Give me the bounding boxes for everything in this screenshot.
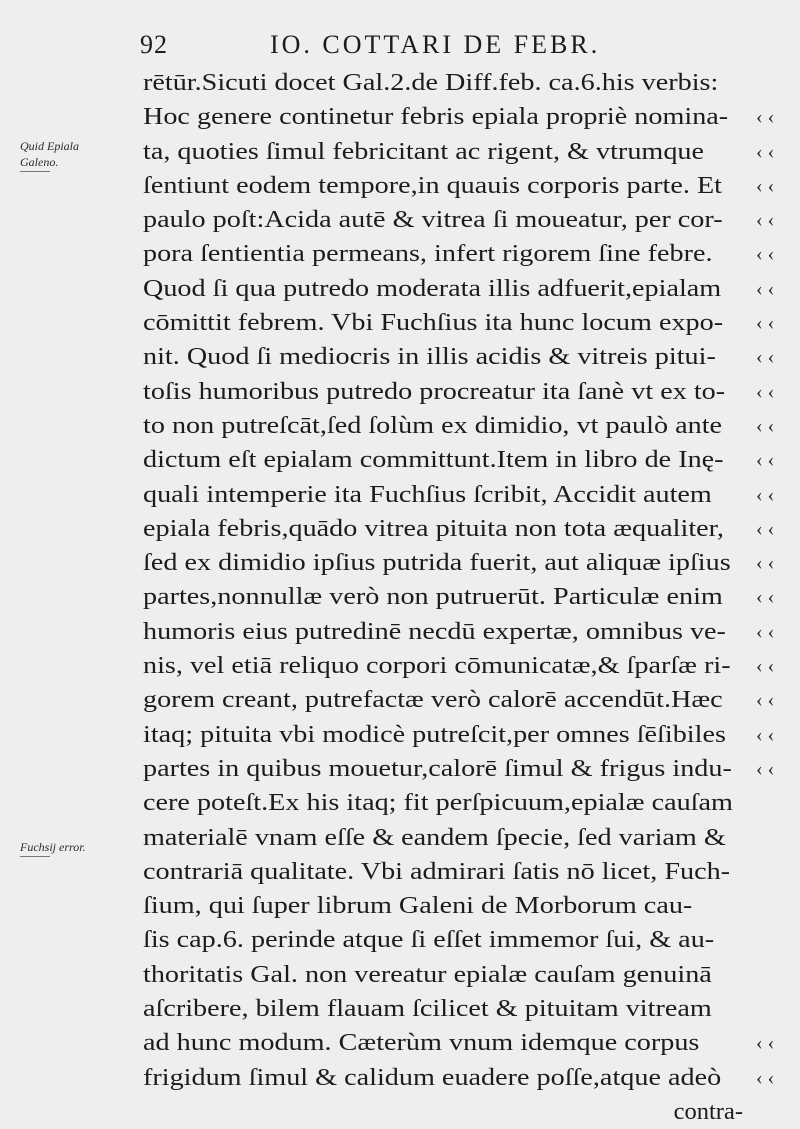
text-line: [143, 752, 775, 786]
line-text: ſed ex dimidio ipſius putrida fuerit, aut aliquæ ipſius: [143, 549, 731, 577]
quotation-mark: ‹ ‹: [756, 1032, 775, 1055]
line-text: aſcribere, bilem flauam ſcilicet & pituitam vitream: [143, 995, 712, 1023]
quotation-mark: ‹ ‹: [756, 174, 775, 197]
text-line: [143, 718, 775, 752]
quotation-mark: ‹ ‹: [756, 243, 775, 266]
line-text: Quod ſi qua putredo moderata illis adfuerit,epialam: [143, 274, 722, 302]
line-text: partes in quibus mouetur,calorē ſimul & frigus indu-: [143, 754, 732, 782]
text-line: [143, 272, 775, 306]
text-line: [143, 683, 775, 717]
text-line: [143, 889, 743, 923]
text-line: [143, 1061, 775, 1095]
text-line: [143, 203, 775, 237]
text-line: [143, 169, 775, 203]
line-text: Hoc genere continetur febris epiala propriè nomina-: [143, 103, 729, 131]
text-line: [143, 1095, 743, 1129]
line-text: pora ſentientia permeans, infert rigorem ſine febre.: [143, 240, 713, 268]
line-text: epiala febris,quādo vitrea pituita non tota æqualiter,: [143, 514, 724, 542]
quotation-mark: ‹ ‹: [756, 552, 775, 575]
text-line: [143, 1026, 775, 1060]
line-text: nis, vel etiā reliquo corpori cōmunicatæ,& ſparſæ ri-: [143, 652, 731, 680]
text-line: [143, 237, 775, 271]
quotation-mark: ‹ ‹: [756, 414, 775, 437]
line-text: nit. Quod ſi mediocris in illis acidis & vitreis pitui-: [143, 343, 716, 371]
margin-note-underline: [20, 171, 50, 172]
quotation-mark: ‹ ‹: [756, 620, 775, 643]
quotation-mark: ‹ ‹: [756, 277, 775, 300]
text-line: [143, 375, 775, 409]
text-line: [143, 855, 743, 889]
text-line: [143, 478, 775, 512]
line-text: gorem creant, putrefactæ verò calorē accendūt.Hæc: [143, 686, 723, 714]
quotation-mark: ‹ ‹: [756, 106, 775, 129]
text-line: [143, 546, 775, 580]
line-text: rētūr.Sicuti docet Gal.2.de Diff.feb. ca.6.his verbis:: [143, 69, 719, 96]
margin-note-line: Quid Epiala: [20, 139, 79, 153]
quotation-mark: ‹ ‹: [756, 209, 775, 232]
page-number: 92: [140, 30, 168, 59]
line-text: frigidum ſimul & calidum euadere poſſe,atque adeò: [143, 1063, 722, 1091]
text-line: [143, 512, 775, 546]
text-line: [143, 786, 743, 820]
running-title: IO. COTTARI DE FEBR.: [270, 30, 601, 59]
text-line: [143, 66, 743, 100]
line-text: quali intemperie ita Fuchſius ſcribit, Accidit autem: [143, 480, 712, 508]
text-line: [143, 580, 775, 614]
line-text: contrariā qualitate. Vbi admirari ſatis nō licet, Fuch-: [143, 857, 731, 885]
quotation-mark: ‹ ‹: [756, 312, 775, 335]
margin-note-underline: [20, 856, 50, 857]
text-line: [143, 409, 775, 443]
quotation-mark: ‹ ‹: [756, 140, 775, 163]
quotation-mark: ‹ ‹: [756, 723, 775, 746]
line-text: to non putreſcāt,ſed ſolùm ex dimidio, vt paulò ante: [143, 411, 723, 439]
quotation-mark: ‹ ‹: [756, 655, 775, 678]
text-line: [143, 923, 743, 957]
page-header: [140, 26, 740, 66]
line-text: materialē vnam eſſe & eandem ſpecie, ſed variam &: [143, 823, 726, 851]
text-line: [143, 821, 743, 855]
margin-note-line: Galeno.: [20, 155, 59, 169]
line-text: dictum eſt epialam committunt.Item in libro de Inę-: [143, 446, 724, 474]
text-line: [143, 615, 775, 649]
quotation-mark: ‹ ‹: [756, 757, 775, 780]
quotation-mark: ‹ ‹: [756, 517, 775, 540]
line-text: paulo poſt:Acida autē & vitrea ſi moueatur, per cor-: [143, 206, 723, 234]
text-line: [143, 100, 775, 134]
margin-note-line: Fuchsij error.: [20, 840, 86, 854]
quotation-mark: ‹ ‹: [756, 483, 775, 506]
text-line: [143, 992, 743, 1026]
margin-note-quid-epiala: [20, 138, 79, 172]
margin-note-fuchsij-error: [20, 839, 86, 857]
line-text: ad hunc modum. Cæterùm vnum idemque corpus: [143, 1029, 700, 1057]
text-line: [143, 443, 775, 477]
line-text: ſium, qui ſuper librum Galeni de Morborum cau-: [143, 892, 693, 920]
text-line: [143, 649, 775, 683]
quotation-mark: ‹ ‹: [756, 689, 775, 712]
line-text: ſis cap.6. perinde atque ſi eſſet immemor ſui, & au-: [143, 926, 715, 954]
quotation-mark: ‹ ‹: [756, 1066, 775, 1089]
line-text: toſis humoribus putredo procreatur ita ſanè vt ex to-: [143, 377, 726, 405]
line-text: cōmittit febrem. Vbi Fuchſius ita hunc locum expo-: [143, 309, 724, 337]
line-text: ſentiunt eodem tempore,in quauis corporis parte. Et: [143, 171, 723, 199]
line-text: thoritatis Gal. non vereatur epialæ cauſam genuinā: [143, 960, 712, 988]
text-line: [143, 958, 743, 992]
quotation-mark: ‹ ‹: [756, 449, 775, 472]
body-text: [143, 66, 775, 1129]
line-text: humoris eius putredinē necdū expertæ, omnibus ve-: [143, 617, 726, 645]
line-text: partes,nonnullæ verò non putruerūt. Particulæ enim: [143, 583, 723, 611]
text-line: [143, 340, 775, 374]
line-text: ta, quoties ſimul febricitant ac rigent, & vtrumque: [143, 137, 705, 165]
line-text: cere poteſt.Ex his itaq; fit perſpicuum,epialæ cauſam: [143, 789, 733, 817]
quotation-mark: ‹ ‹: [756, 586, 775, 609]
quotation-mark: ‹ ‹: [756, 346, 775, 369]
line-text: contra-: [673, 1097, 743, 1125]
text-line: [143, 306, 775, 340]
line-text: itaq; pituita vbi modicè putreſcit,per omnes ſēſibiles: [143, 720, 726, 748]
text-line: [143, 135, 775, 169]
quotation-mark: ‹ ‹: [756, 380, 775, 403]
